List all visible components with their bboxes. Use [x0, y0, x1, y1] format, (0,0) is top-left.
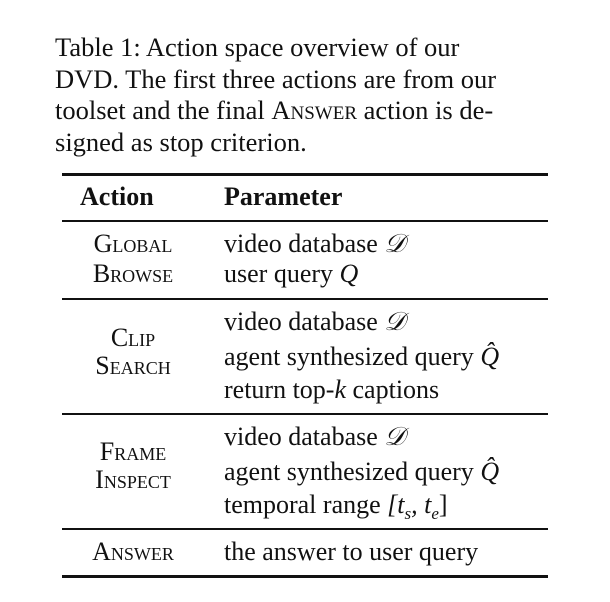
param: [224, 307, 405, 337]
action-answer: Answer: [92, 537, 174, 566]
param: [224, 229, 405, 259]
param: [224, 537, 478, 567]
action-frame-inspect-l2: Inspect: [95, 465, 171, 494]
text: Q: [339, 259, 359, 288]
text: Q̂: [480, 342, 500, 371]
text: video database: [224, 422, 385, 451]
action-global-browse-l2: Browse: [92, 259, 174, 288]
param: [224, 490, 448, 529]
caption-text: toolset and the final: [55, 95, 272, 125]
text: temporal range: [224, 490, 388, 519]
text: agent synthesized query: [224, 342, 481, 371]
param: [224, 375, 439, 405]
row-rule: [62, 528, 548, 530]
table-caption: [55, 32, 555, 158]
text: 𝒟: [384, 307, 406, 336]
action-global-browse-l1: Global: [93, 229, 173, 258]
param: [224, 457, 499, 487]
header-action: Action: [80, 182, 154, 211]
action-clip-search-l1: Clip: [110, 323, 156, 352]
caption-line: Table 1: Action space overview of our: [55, 32, 460, 62]
header-parameter: Parameter: [224, 182, 343, 211]
param: [224, 422, 405, 452]
param: [224, 342, 499, 372]
text: return top-: [224, 375, 335, 404]
header-rule: [62, 220, 548, 222]
text: user query: [224, 259, 340, 288]
text: the answer to user query: [224, 537, 479, 566]
text: Q̂: [480, 457, 500, 486]
caption-line: DVD. The first three actions are from our: [55, 63, 497, 94]
text: video database: [224, 229, 385, 258]
text: video database: [224, 307, 385, 336]
action-clip-search-l2: Search: [95, 351, 171, 380]
action-frame-inspect-l1: Frame: [99, 437, 167, 466]
text: k: [334, 375, 347, 404]
text: 𝒟: [384, 422, 406, 451]
top-rule: [62, 173, 548, 176]
text: agent synthesized query: [224, 457, 481, 486]
param: [224, 259, 358, 289]
caption-answer-term: Answer: [271, 95, 358, 125]
text: e: [431, 504, 439, 524]
text: ]: [438, 490, 448, 519]
text: s: [404, 504, 412, 524]
caption-line: signed as stop criterion.: [55, 126, 307, 157]
row-rule: [62, 298, 548, 300]
row-rule: [62, 413, 548, 415]
caption-line: [55, 95, 555, 127]
text: , t: [411, 490, 432, 519]
caption-text: action is de-: [357, 95, 494, 125]
text: [t: [387, 490, 405, 519]
text: captions: [346, 375, 440, 404]
bottom-rule: [62, 575, 548, 578]
text: 𝒟: [384, 229, 406, 258]
